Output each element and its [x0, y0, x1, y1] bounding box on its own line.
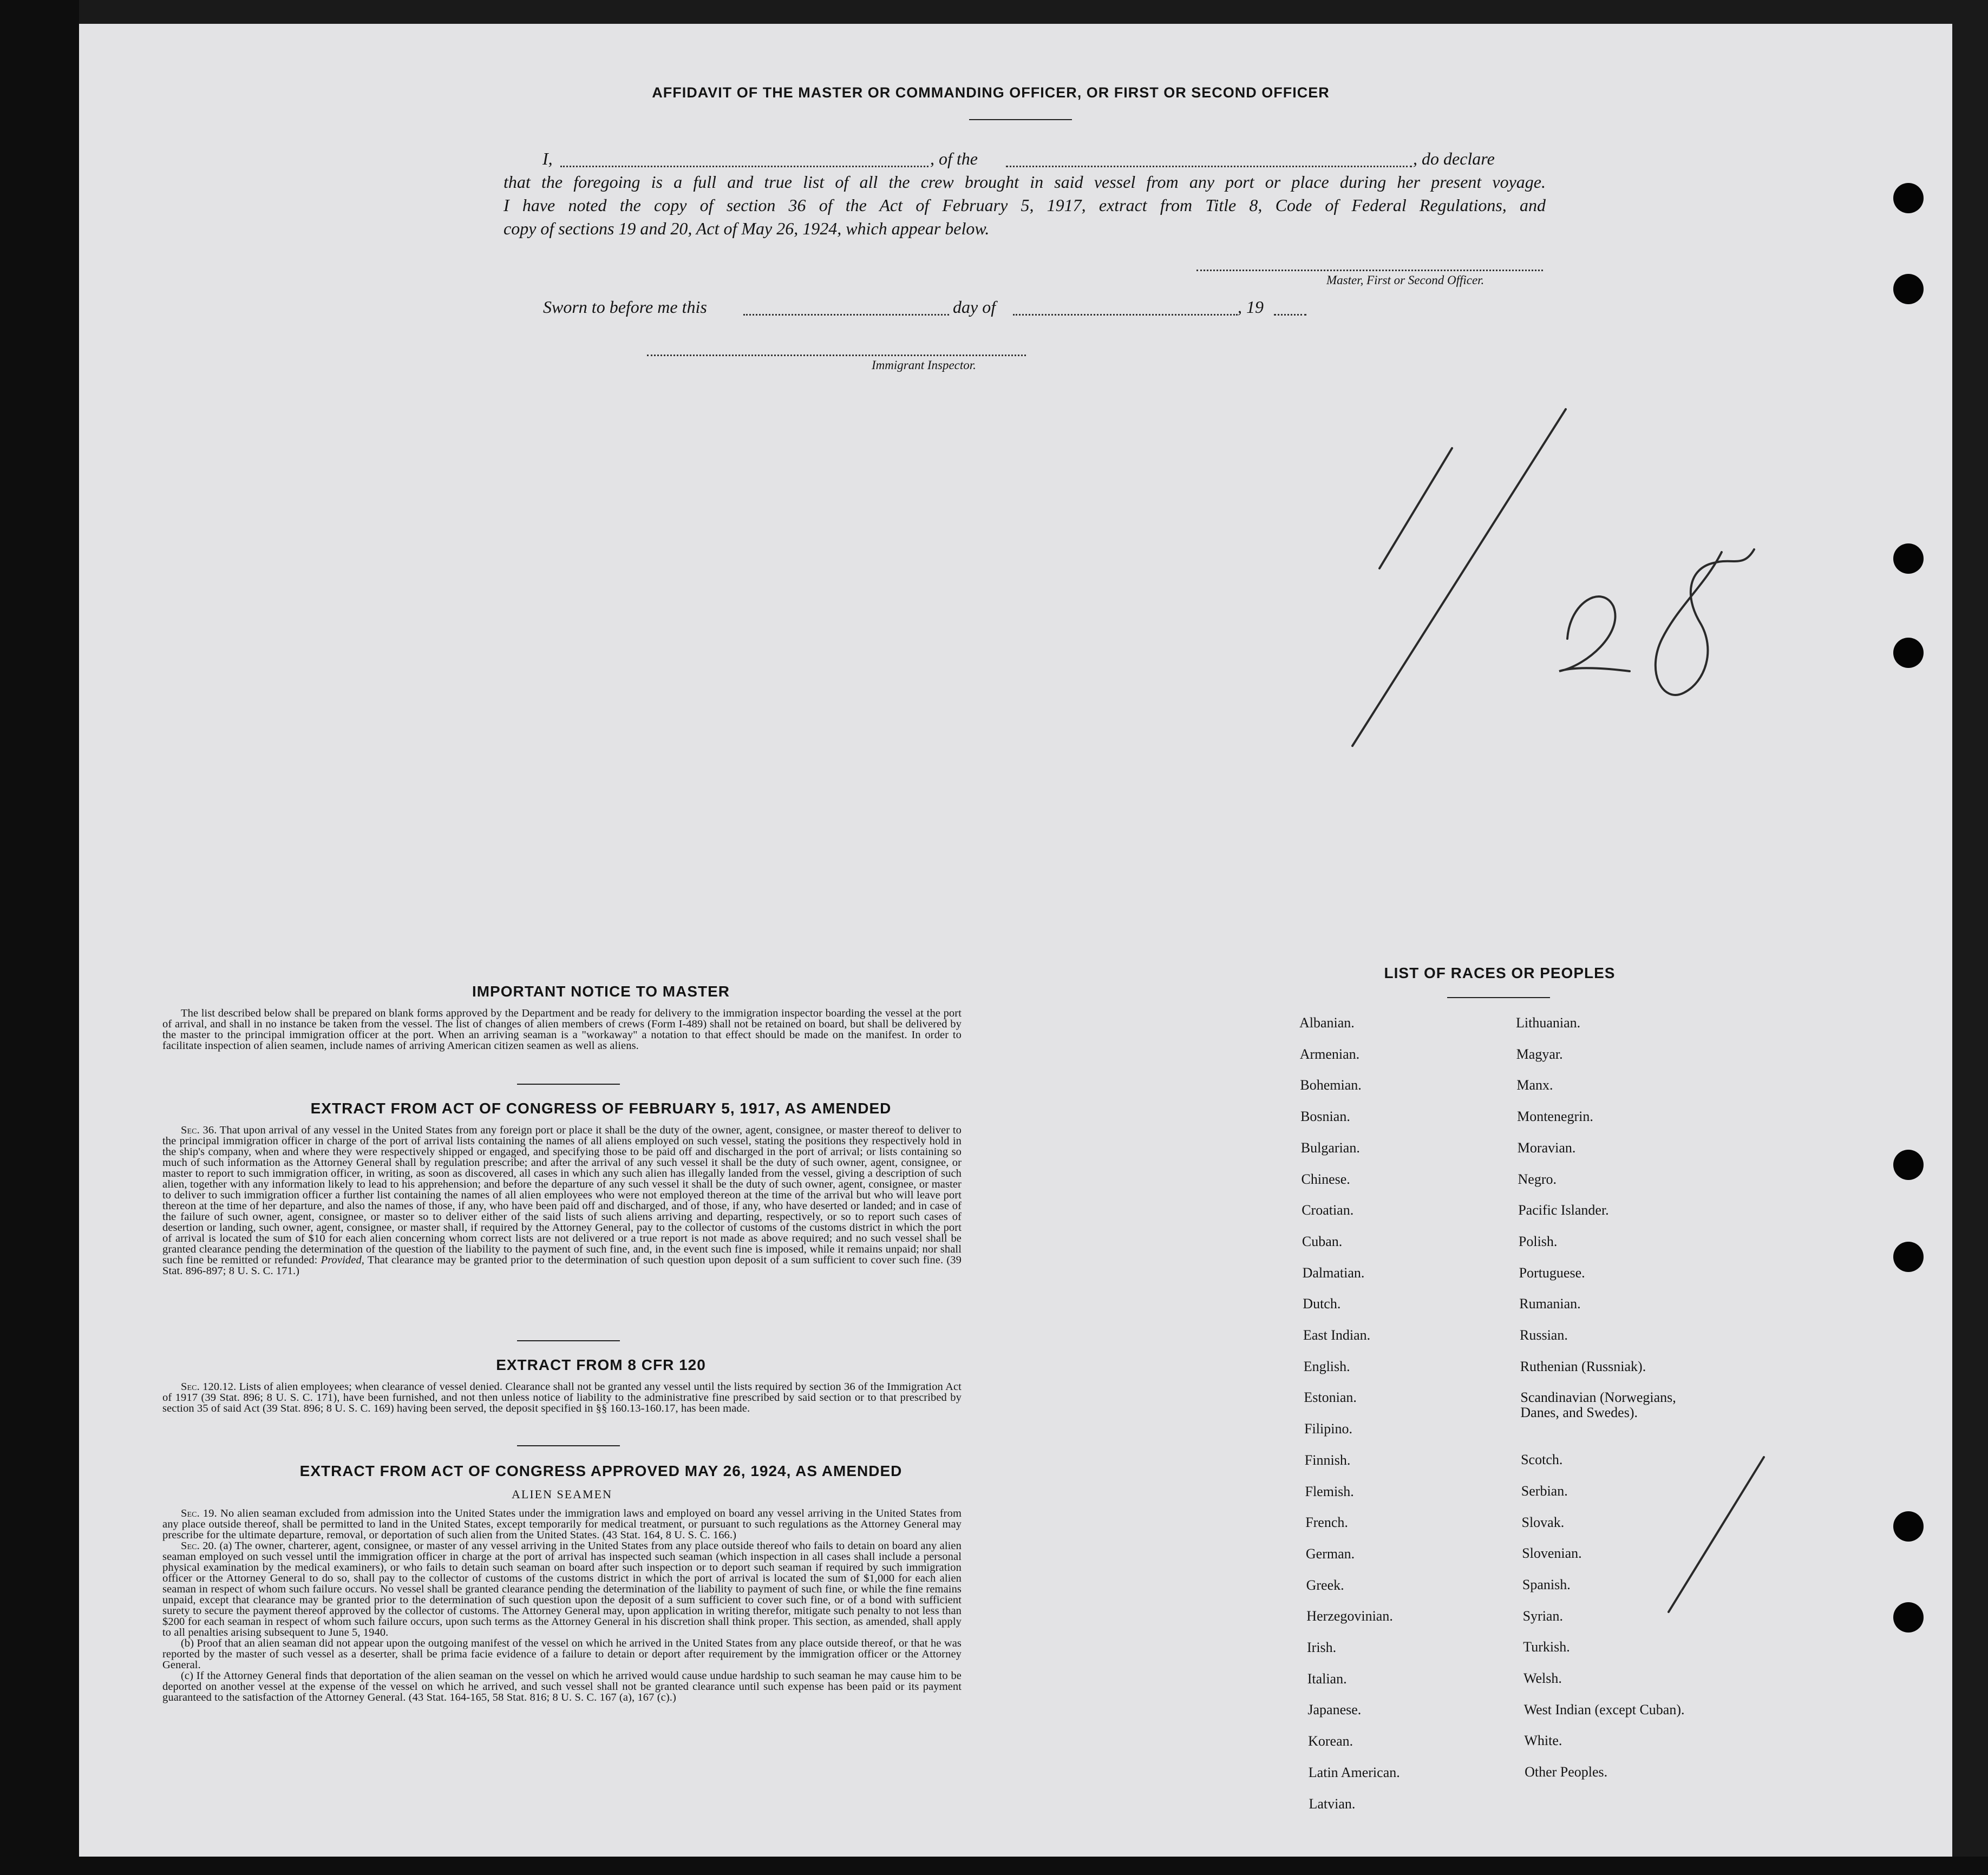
- race-item: Italian.: [1307, 1670, 1347, 1687]
- race-item: Dutch.: [1303, 1296, 1341, 1312]
- race-item: Pacific Islander.: [1518, 1202, 1609, 1218]
- race-item: Chinese.: [1301, 1171, 1350, 1187]
- race-item: Bulgarian.: [1300, 1139, 1360, 1156]
- declaration-i: I,: [542, 149, 553, 168]
- race-item: Other Peoples.: [1525, 1764, 1608, 1780]
- provided-word: Provided,: [321, 1254, 365, 1266]
- race-item: Slovenian.: [1522, 1545, 1582, 1562]
- extract-cfr-heading: EXTRACT FROM 8 CFR 120: [496, 1356, 706, 1373]
- race-item: Slovak.: [1521, 1514, 1565, 1530]
- race-item: Albanian.: [1299, 1015, 1355, 1031]
- race-item: East Indian.: [1303, 1327, 1371, 1343]
- race-item: Manx.: [1516, 1077, 1553, 1093]
- race-item: Polish.: [1518, 1233, 1558, 1249]
- race-item: Flemish.: [1305, 1483, 1354, 1499]
- race-item: Lithuanian.: [1516, 1015, 1581, 1031]
- declaration-line-2: that the foregoing is a full and true list of all the crew brought in said vessel from any port or place during her present voyage.: [503, 172, 1546, 192]
- race-item: Welsh.: [1523, 1670, 1562, 1686]
- alien-seamen-subheading: ALIEN SEAMEN: [512, 1487, 612, 1501]
- sec-120-text: Lists of alien employees; when clearance of vessel denied. Clearance shall not be granted any vessel until the lists required by section 36 of the Immigration Act of 1917 (39 Stat. 896; 8 U. S. C. 171), have been furnished, and not then unless notice of liability to the administrative fine prescribed by said section or to that prescribed by section 35 of said Act (39 Stat. 896; 8 U. S. C. 169) having been served, the deposit specified in §§ 160.13-160.17, has been made.: [162, 1381, 962, 1414]
- extract-1924-heading: EXTRACT FROM ACT OF CONGRESS APPROVED MAY 26, 1924, AS AMENDED: [299, 1463, 903, 1479]
- sec-20-label: Sec. 20.: [181, 1540, 217, 1552]
- race-item: Croatian.: [1302, 1202, 1354, 1218]
- declaration-of-the: , of the: [930, 149, 978, 168]
- sec-19-text: No alien seaman excluded from admission into the United States under the immigration laws and employed on board any vessel arriving in the United States from any place outside thereof, shall be permitted to land in the United States, except temporarily for medical treatment, or pursuant to such regulations as the Attorney General may prescribe for the ultimate departure, removal, or deportation of such alien from the United States. (43 Stat. 164, 8 U. S. C. 166.): [162, 1507, 962, 1541]
- races-heading: LIST OF RACES OR PEOPLES: [1384, 965, 1616, 981]
- race-item: Irish.: [1307, 1640, 1337, 1655]
- declaration-line-3: I have noted the copy of section 36 of the Act of February 5, 1917, extract from Title 8, Code of Federal Regulations, and: [503, 195, 1546, 215]
- race-item: White.: [1524, 1733, 1562, 1749]
- extract-1917-body: [162, 1125, 962, 1276]
- race-item: West Indian (except Cuban).: [1523, 1701, 1685, 1717]
- extract-1917-heading: EXTRACT FROM ACT OF CONGRESS OF FEBRUARY 5, 1917, AS AMENDED: [310, 1100, 892, 1117]
- race-item: Scandinavian (Norwegians, Danes, and Swedes).: [1520, 1389, 1676, 1421]
- race-item: Armenian.: [1299, 1046, 1360, 1062]
- notice-text: The list described below shall be prepared on blank forms approved by the Department and be ready for delivery to the immigration inspector boarding the vessel at the port of arrival, and shall in no instance be taken from the vessel. The list of changes of alien members of crews (Form I-489) shall not be retained on board, but shall be delivered by the master to the principal immigration officer at the port. When an arriving seaman is a "workaway" a notation to that effect should be made on the manifest. In order to facilitate inspection of alien seamen, include names of arriving American citizen seamen as well as aliens.: [162, 1007, 962, 1052]
- race-item: Latvian.: [1309, 1795, 1356, 1812]
- handwritten-stroke: [1379, 448, 1452, 568]
- race-item: English.: [1303, 1358, 1350, 1374]
- race-item: Ruthenian (Russniak).: [1520, 1358, 1646, 1374]
- divider: [517, 1445, 620, 1446]
- race-item: Syrian.: [1522, 1608, 1563, 1624]
- race-item: Japanese.: [1307, 1702, 1362, 1718]
- race-item: Herzegovinian.: [1306, 1608, 1393, 1624]
- extract-1924-body: [162, 1508, 962, 1703]
- race-item: German.: [1305, 1545, 1355, 1562]
- race-item: Korean.: [1308, 1733, 1353, 1749]
- divider: [1447, 997, 1550, 998]
- declaration-declare: , do declare: [1413, 149, 1495, 168]
- notice-heading: IMPORTANT NOTICE TO MASTER: [472, 983, 730, 1000]
- sec-20c-text: (c) If the Attorney General finds that deportation of the alien seaman on the vessel on which he arrived would cause undue hardship to such seaman he may cause him to be deported on another vessel at the expense of the vessel on which he arrived, and such vessel shall not be granted clearance until such expense has been paid or its payment guaranteed to the satisfaction of the Attorney General. (43 Stat. 164-165, 58 Stat. 816; 8 U. S. C. 167 (a), 167 (c).): [162, 1670, 962, 1703]
- race-item: Dalmatian.: [1302, 1264, 1365, 1281]
- sec-120-label: Sec. 120.12.: [181, 1381, 237, 1393]
- sworn-year-prefix: , 19: [1238, 297, 1264, 317]
- race-item: Finnish.: [1304, 1452, 1351, 1468]
- race-item: Montenegrin.: [1517, 1109, 1593, 1125]
- handwritten-stroke: [1352, 409, 1566, 746]
- race-item: Cuban.: [1302, 1233, 1343, 1249]
- affidavit-heading: AFFIDAVIT OF THE MASTER OR COMMANDING OFFICER, OR FIRST OR SECOND OFFICER: [652, 84, 1330, 101]
- declaration-line-4: copy of sections 19 and 20, Act of May 26, 1924, which appear below.: [503, 219, 990, 238]
- race-item: Portuguese.: [1519, 1264, 1585, 1281]
- race-item: Bosnian.: [1300, 1109, 1350, 1125]
- race-item: Magyar.: [1516, 1046, 1563, 1062]
- sworn-day-of: day of: [953, 297, 996, 317]
- race-item: French.: [1305, 1515, 1348, 1531]
- race-item: Estonian.: [1304, 1389, 1357, 1406]
- notice-body: [162, 1008, 962, 1051]
- race-item: Rumanian.: [1519, 1296, 1581, 1312]
- race-item: Filipino.: [1304, 1421, 1352, 1437]
- sec-20a-text: (a) The owner, charterer, agent, consignee, or master of any vessel arriving in the United States from any place outside thereof who fails to detain on board any alien seaman employed on such vessel until the immigration officer in charge at the port of arrival has inspected such seaman (which inspection in all cases shall include a personal physical examination by the medical examiners), or who fails to detain such seaman on board after such inspection or to deport such seaman if required by such immigration officer or the Attorney General to do so, shall pay to the collector of customs of the customs district in which the port of arrival is located the sum of $1,000 for each alien seaman in respect of whom such failure occurs. No vessel shall be granted clearance pending the determination of the liability to payment of such fine, or while the fine remains unpaid, except that clearance may be granted prior to the determination of such question upon the deposit of a sum sufficient to cover such fine, or of a bond with sufficient surety to secure the payment thereof approved by the collector of customs. The Attorney General may, upon application in writing therefor, mitigate such penalty to not less than $200 for each seaman in respect of whom such failure occurs, upon such terms as the Attorney General in his discretion shall think proper. This section, as amended, shall apply to all penalties arising subsequent to June 5, 1940.: [162, 1540, 962, 1638]
- race-item: Turkish.: [1523, 1639, 1570, 1655]
- sworn-prefix: Sworn to before me this: [543, 297, 707, 317]
- race-item: Russian.: [1520, 1327, 1568, 1343]
- race-item: Scotch.: [1521, 1452, 1563, 1468]
- handwritten-stroke: [1656, 549, 1754, 695]
- sec-19-label: Sec. 19.: [181, 1507, 217, 1519]
- handwritten-tick: [1669, 1457, 1764, 1612]
- master-signature-label: Master, First or Second Officer.: [1326, 273, 1485, 287]
- divider: [517, 1340, 620, 1341]
- race-item: Latin American.: [1308, 1764, 1400, 1780]
- sec-36-text: That upon arrival of any vessel in the United States from any foreign port or place it shall be the duty of the owner, agent, consignee, or master thereof to deliver to the principal immigration officer in charge of the port of arrival lists containing the names of all aliens employed on such vessel, stating the positions they respectively hold in the ship's company, when and where they were respectively shipped or engaged, and specifying those to be paid off and discharged in the port of arrival; or lists containing so much of such information as the Attorney General shall by regulation prescribe; and after the arrival of any such vessel it shall be the duty of such owner, agent, consignee, or master to report to such immigration officer, in writing, as soon as discovered, all cases in which any such alien has illegally landed from the vessel, giving a description of such alien, together with any information likely to lead to his apprehension; and before the departure of any such vessel it shall be the duty of such owner, agent, consignee, or master to deliver to such immigration officer a further list containing the names of all alien employees who were not employed thereon at the time of the arrival but who will leave port thereon at the time of her departure, and also the names of those, if any, who have been paid off and discharged, and of those, if any, who have deserted or landed; and in case of the failure of such owner, agent, consignee, or master so to deliver either of the said lists of such aliens arriving and departing, respectively, or so to report such cases of desertion or landing, such owner, agent, consignee, or master shall, if required by the Attorney General, pay to the collector of customs of the customs district in which the port of arrival is located the sum of $10 for each alien concerning whom correct lists are not delivered or a true report is not made as above required; and no such vessel shall be granted clearance pending the determination of the question of the liability to the payment of such fine, and, in the event such fine is imposed, while it remains unpaid; nor shall such fine be remitted or refunded:: [162, 1124, 962, 1266]
- handwritten-stroke: [1559, 596, 1630, 671]
- extract-cfr-body: [162, 1381, 962, 1414]
- race-item: Spanish.: [1522, 1576, 1571, 1592]
- divider: [517, 1084, 620, 1085]
- sec-20b-text: (b) Proof that an alien seaman did not appear upon the outgoing manifest of the vessel on which he arrived in the United States from any place outside thereof, or that he was reported by the master of such vessel as a deserter, shall be prima facie evidence of a failure to detain or deport after requirement by the immigration officer or the Attorney General.: [162, 1637, 962, 1671]
- race-item: Negro.: [1518, 1171, 1557, 1187]
- inspector-signature-label: Immigrant Inspector.: [872, 358, 976, 372]
- sec-36-text-end: That clearance may be granted prior to the determination of such question upon deposit of a sum sufficient to cover such fine. (39 Stat. 896-897; 8 U. S. C. 171.): [162, 1254, 962, 1277]
- race-item: Greek.: [1306, 1577, 1344, 1593]
- sec-36-label: Sec. 36.: [181, 1124, 217, 1136]
- race-item: Bohemian.: [1300, 1077, 1362, 1093]
- race-item: Moravian.: [1517, 1139, 1576, 1156]
- race-item: Serbian.: [1521, 1483, 1568, 1499]
